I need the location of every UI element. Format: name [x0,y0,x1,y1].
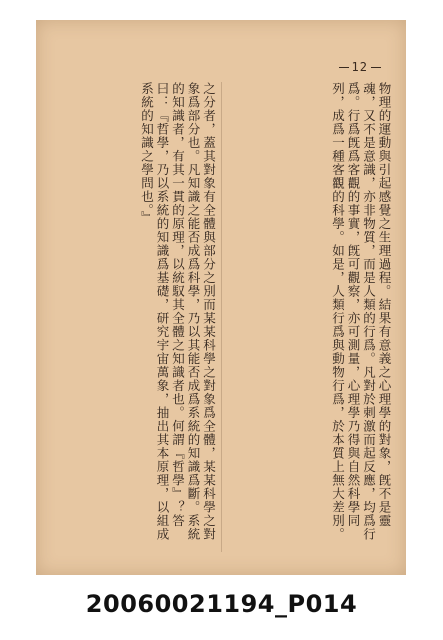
right-text-column: 物理的運動與引起感覺之生理過程。結果有意義之心理學的對象，旣不是靈魂，又不是意識，亦非物質，而是人類的行爲。凡對於刺激而起反應，均爲行爲。行爲旣爲客觀的事實，旣可觀察，亦可測量，心理學乃得與自然科學同列，成爲一種客觀的科學。如是，人類行爲與動物行爲，於本質上無大差別。 [330,82,392,541]
column-divider [221,82,222,552]
page-number: 12 [336,60,384,74]
image-id-caption: 20060021194_P014 [85,590,358,618]
text-columns [50,82,392,552]
left-text-column: 之分者，蓋其對象有全體與部分之別而某某科學之對象爲全體，某某科學之對象爲部分也。凡知識之能否成爲科學，乃以其能否成爲系統的知識爲斷。系統的知識者，有其一貫的原理，以統馭其全體之知識者也。何謂『哲學』？答曰：『哲學，乃以系統的知識爲基礎，研究宇宙萬象，抽出其本原理，以組成系統的知識之學問也。』 [139,82,217,541]
document-page [36,20,406,575]
